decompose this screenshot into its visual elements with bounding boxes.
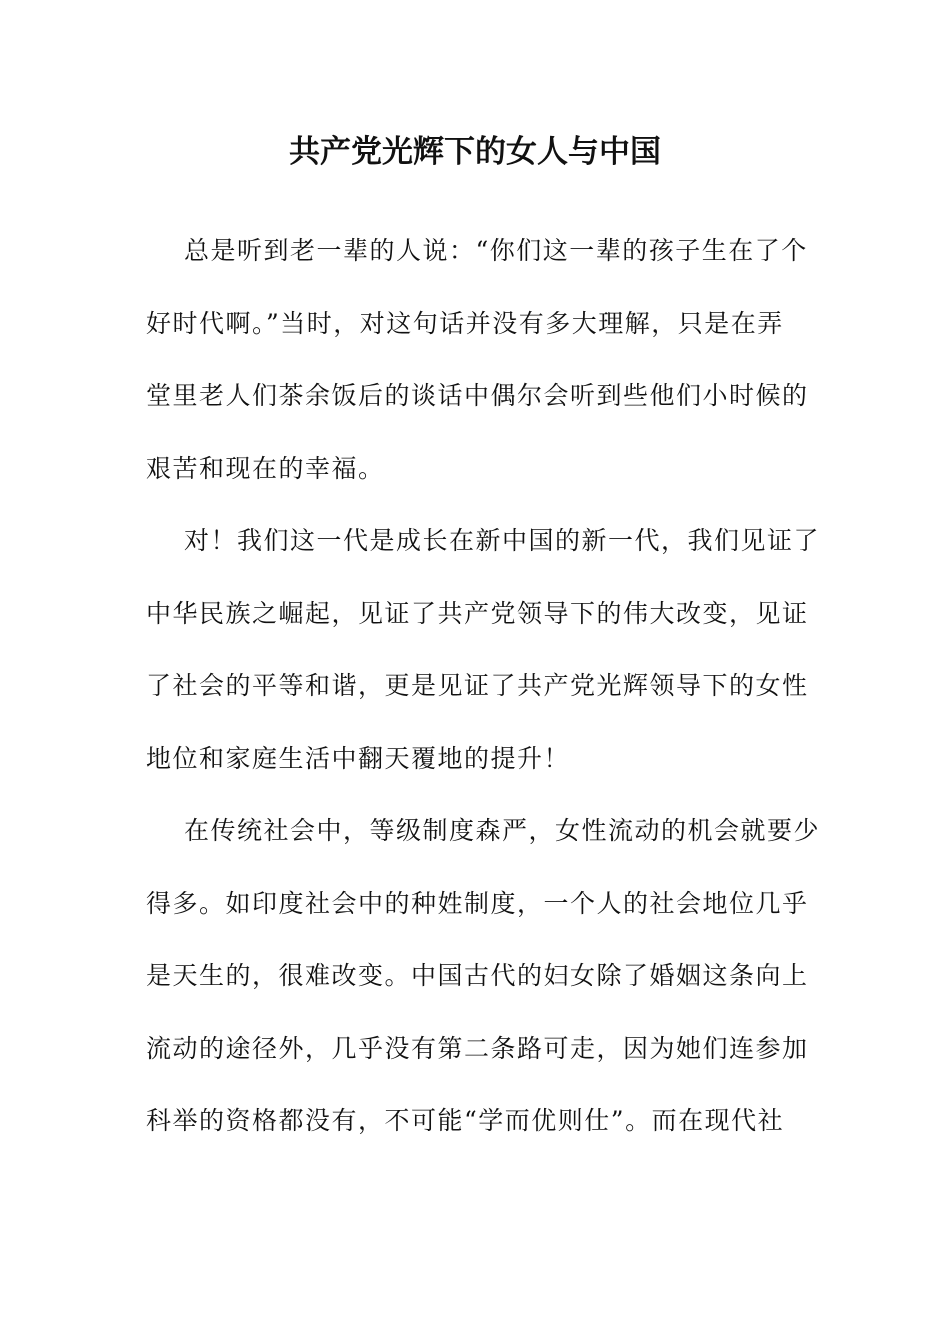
text-line: 中华民族之崛起，见证了共产党领导下的伟大改变，见证 (146, 598, 809, 628)
paragraph (146, 225, 810, 515)
text-line: 科举的资格都没有，不可能“学而优则仕”。而在现代社 (146, 1106, 785, 1135)
text-line: 流动的途径外，几乎没有第二条路可走，因为她们连参加 (146, 1033, 809, 1063)
text-line: 艰苦和现在的幸福。 (146, 453, 385, 483)
text-line: 堂里老人们茶余饭后的谈话中偶尔会听到些他们小时候的 (146, 381, 809, 410)
paragraph (146, 805, 821, 1168)
text-line: 了社会的平等和谐，更是见证了共产党光辉领导下的女性 (146, 671, 809, 700)
text-line: 对！我们这一代是成长在新中国的新一代，我们见证了 (184, 526, 821, 555)
text-line: 总是听到老一辈的人说：“你们这一辈的孩子生在了个 (184, 236, 808, 265)
document-body (146, 225, 821, 1168)
text-line: 在传统社会中，等级制度森严，女性流动的机会就要少 (184, 816, 821, 845)
text-line: 好时代啊。”当时，对这句话并没有多大理解，只是在弄 (146, 308, 784, 338)
paragraph (146, 515, 821, 805)
document-title: 共产党光辉下的女人与中国 (289, 134, 661, 170)
text-line: 是天生的，很难改变。中国古代的妇女除了婚姻这条向上 (146, 961, 809, 990)
text-line: 地位和家庭生活中翻天覆地的提升！ (146, 743, 571, 773)
text-line: 得多。如印度社会中的种姓制度，一个人的社会地位几乎 (146, 888, 809, 918)
